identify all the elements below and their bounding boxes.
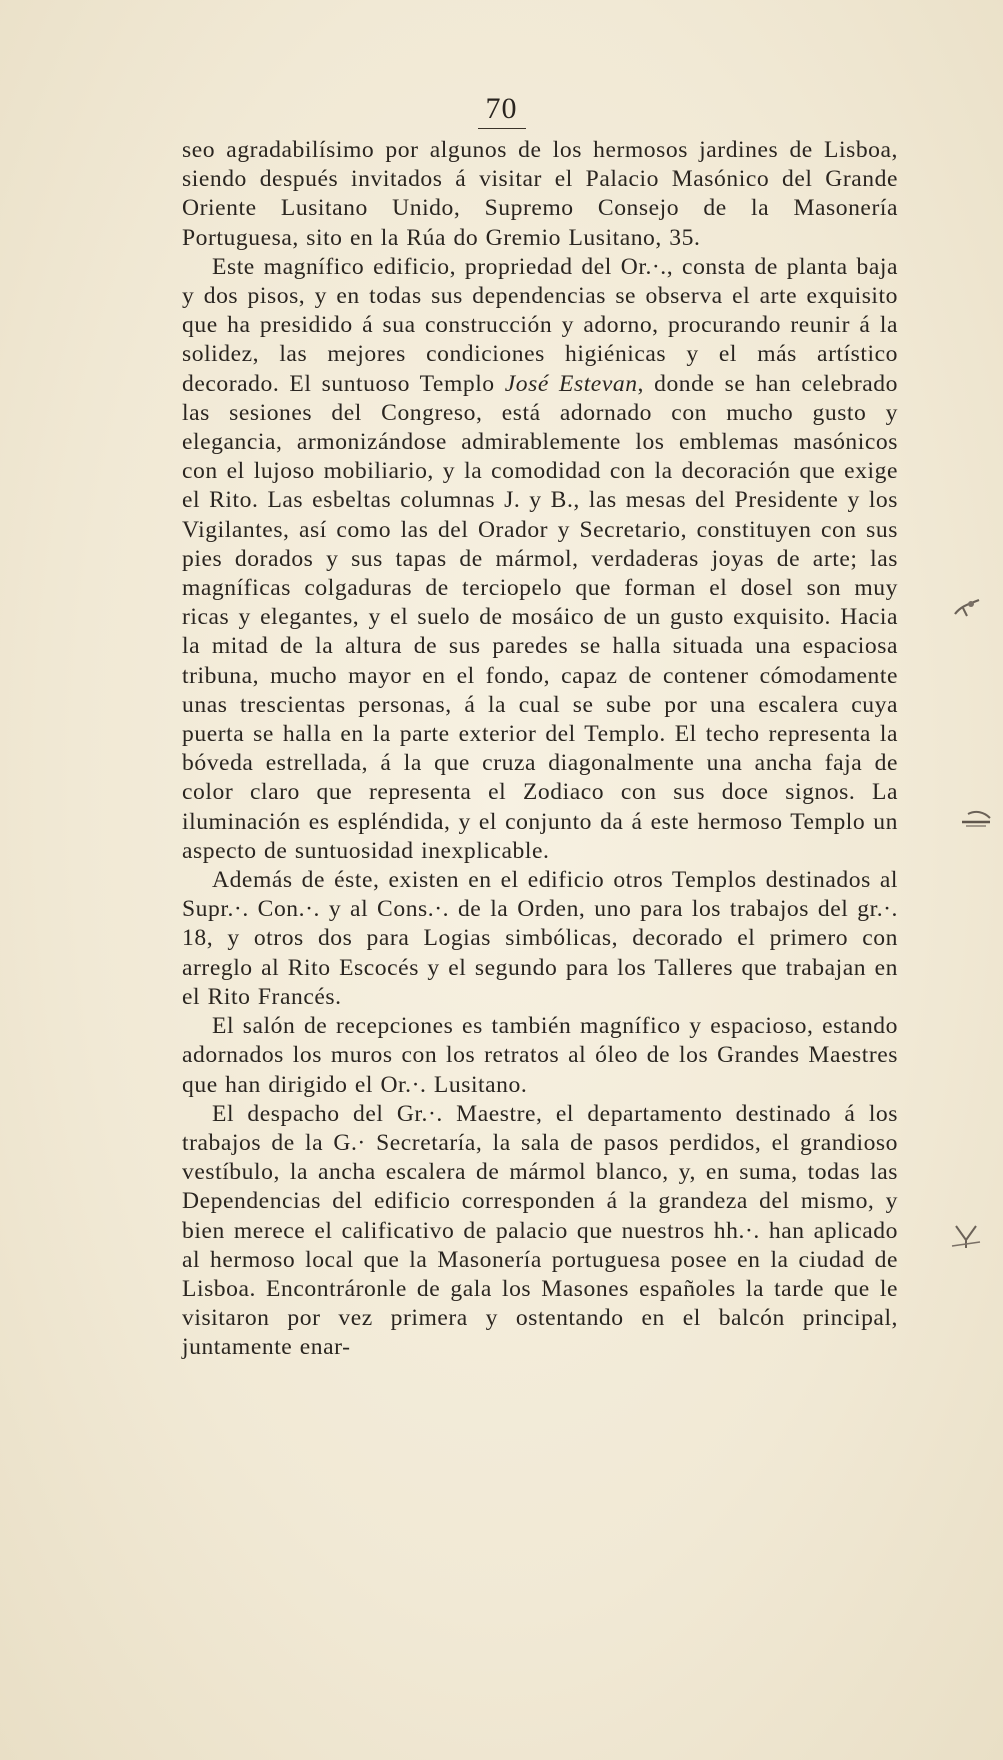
paragraph-2-text-after: , donde se han celebrado las sesiones del Congreso, está adornado con mucho gusto y elegancia, armonizándose admirablemente los emblemas masónicos con el lujoso mobiliario, y la comodidad con la decoración que exige el Rito. Las esbeltas columnas J. y B., las mesas del Presidente y los Vigilantes, así como las del Orador y Secretario, constituyen con sus pies dorados y sus tapas de mármol, verdaderas joyas de arte; las magníficas colgaduras de terciopelo que forman el dosel son muy ricas y elegantes, y el suelo de mosáico de un gusto exquisito. Hacia la mitad de la altura de sus paredes se halla situada una espaciosa tribuna, mucho mayor en el fondo, capaz de contener cómodamente unas trescientas personas, á la cual se sube por una escalera cuya puerta se halla en la parte exterior del Templo. El techo representa la bóveda estrellada, á la que cruza diagonalmente una ancha faja de color claro que representa el Zodiaco con sus doce signos. La iluminación es espléndida, y el conjunto da á este hermoso Templo un aspecto de suntuosidad inexplicable. (182, 370, 898, 864)
page-number (0, 92, 1003, 129)
page-number-text: 70 (478, 92, 526, 129)
margin-ink-mark-2-icon (960, 806, 994, 832)
paragraph-4: El salón de recepciones es también magnífico y espacioso, estando adornados los muros con los retratos al óleo de los Grandes Maestres que han dirigido el Or.·. Lusitano. (182, 1013, 898, 1098)
margin-ink-mark-3-icon (948, 1224, 982, 1250)
paragraph-1: seo agradabilísimo por algunos de los hermosos jardines de Lisboa, siendo después invitados á visitar el Palacio Masónico del Grande Oriente Lusitano Unido, Supremo Consejo de la Masonería Portuguesa, sito en la Rúa do Gremio Lusitano, 35. (182, 137, 898, 251)
temple-name-italic: José Estevan (504, 370, 638, 397)
body-text (182, 136, 898, 1363)
paragraph-2-text-before: Este magnífico edificio, propriedad del Or.·., consta de planta baja y dos pisos, y en todas sus dependencias se observa el arte exquisito que ha presidido á sua construcción y adorno, procurando reunir á la solidez, las mejores condiciones higiénicas y el más artístico decorado. El suntuoso Templo (182, 253, 898, 397)
paragraph-5: El despacho del Gr.·. Maestre, el departamento destinado á los trabajos de la G.· Secretaría, la sala de pasos perdidos, el grandioso vestíbulo, la ancha escalera de mármol blanco, y, en suma, todas las Dependencias del edificio corresponden á la grandeza del mismo, y bien merece el calificativo de palacio que nuestros hh.·. han aplicado al hermoso local que la Masonería portuguesa posee en la ciudad de Lisboa. Encontráronle de gala los Masones españoles la tarde que le visitaron por vez primera y ostentando en el balcón principal, juntamente enar- (182, 1100, 898, 1361)
paragraph-2 (182, 253, 898, 866)
paragraph-3: Además de éste, existen en el edificio otros Templos destinados al Supr.·. Con.·. y al Cons.·. de la Orden, uno para los trabajos del gr.·. 18, y otros dos para Logias simbólicas, decorado el primero con arreglo al Rito Escocés y el segundo para los Talleres que trabajan en el Rito Francés. (182, 867, 898, 1010)
margin-ink-mark-1-icon (951, 594, 985, 620)
